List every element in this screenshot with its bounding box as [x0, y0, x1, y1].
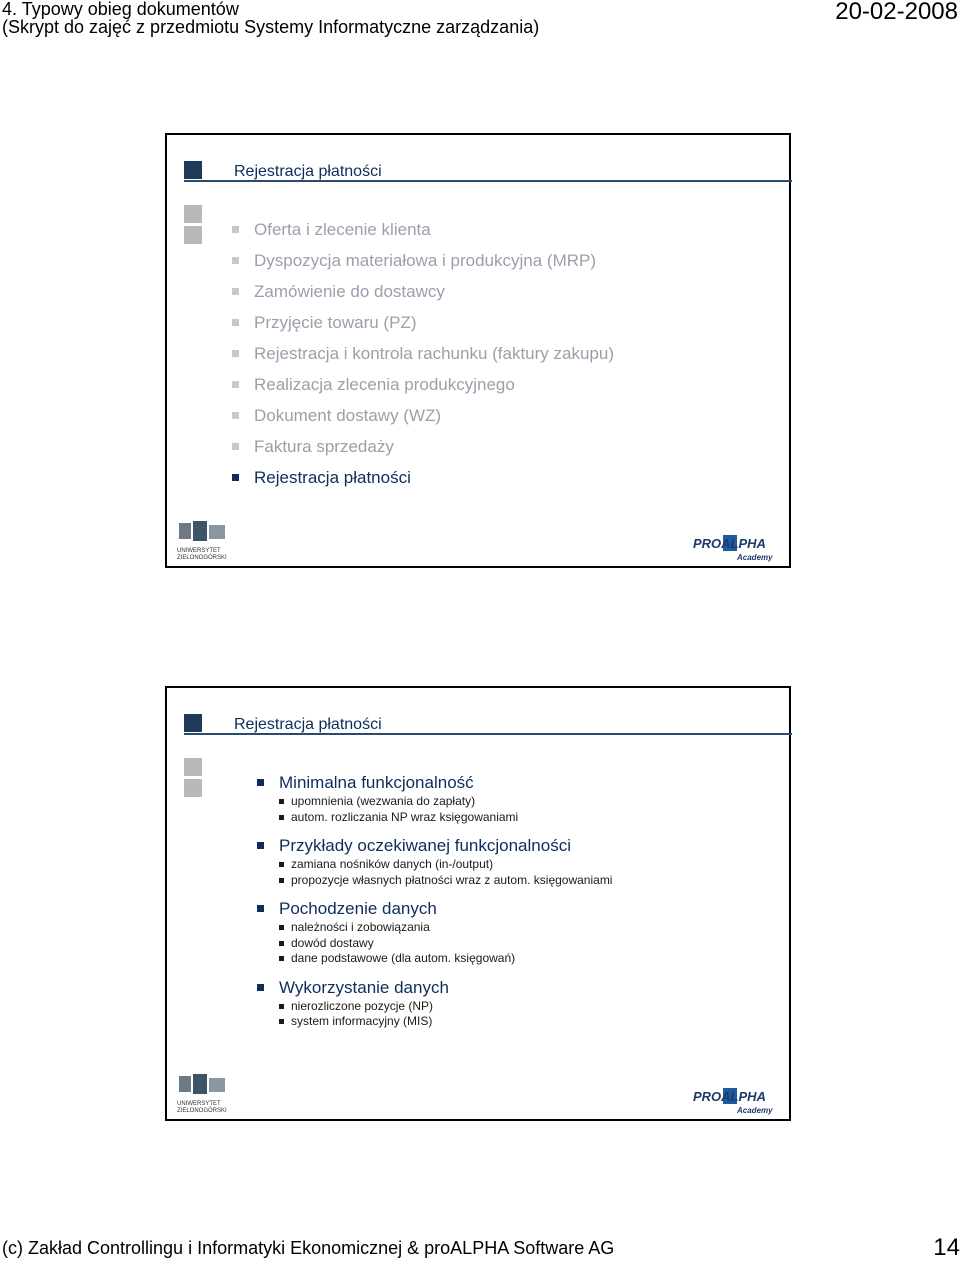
bullet-icon [257, 779, 264, 786]
decor-square-gray [184, 226, 202, 244]
page-number: 14 [933, 1234, 960, 1261]
decor-square-gray [184, 779, 202, 797]
sub-item: upomnienia (wezwania do zapłaty) [279, 794, 612, 810]
svg-text:ZIELONOGÓRSKI: ZIELONOGÓRSKI [177, 555, 227, 561]
sub-item: autom. rozliczania NP wraz księgowaniami [279, 810, 612, 826]
bullet-icon [279, 925, 284, 930]
bullet-icon [232, 226, 239, 233]
group [279, 835, 612, 888]
list-item: Dyspozycja materiałowa i produkcyjna (MRP) [254, 250, 614, 281]
sub-item: dowód dostawy [279, 936, 612, 952]
bullet-icon [232, 257, 239, 264]
group [279, 772, 612, 825]
bullet-icon [257, 842, 264, 849]
bullet-icon [232, 288, 239, 295]
bullet-icon [279, 956, 284, 961]
sub-item: nierozliczone pozycje (NP) [279, 999, 612, 1015]
document-date: 20-02-2008 [835, 0, 958, 25]
bullet-icon [257, 984, 264, 991]
sub-item: zamiana nośników danych (in-/output) [279, 857, 612, 873]
slide-2 [165, 686, 791, 1121]
bullet-icon [279, 799, 284, 804]
bullet-icon [232, 443, 239, 450]
svg-text:ZIELONOGÓRSKI: ZIELONOGÓRSKI [177, 1108, 227, 1114]
footer-copyright: (c) Zakład Controllingu i Informatyki Ekonomicznej & proALPHA Software AG [2, 1238, 615, 1258]
bullet-icon [232, 319, 239, 326]
sub-item: propozycje własnych płatności wraz z autom. księgowaniami [279, 873, 612, 889]
decor-square-dark [184, 161, 202, 179]
bullet-icon [279, 815, 284, 820]
list-item-active: Rejestracja płatności [254, 467, 614, 498]
bullet-icon [279, 1004, 284, 1009]
group-heading: Minimalna funkcjonalność [279, 772, 612, 794]
bullet-icon [232, 350, 239, 357]
group [279, 898, 612, 967]
slide-1 [165, 133, 791, 568]
bullet-icon [232, 412, 239, 419]
svg-text:Academy: Academy [737, 553, 773, 562]
bullet-icon [279, 878, 284, 883]
proalpha-academy-logo [693, 533, 777, 563]
svg-text:PROALPHA: PROALPHA [693, 536, 766, 551]
list-item: Oferta i zlecenie klienta [254, 219, 614, 250]
svg-text:Academy: Academy [737, 1106, 773, 1115]
script-subtitle: (Skrypt do zajęć z przedmiotu Systemy Informatyczne zarządzania) [2, 17, 540, 37]
sub-item: dane podstawowe (dla autom. księgowań) [279, 951, 612, 967]
sub-item: system informacyjny (MIS) [279, 1014, 612, 1030]
decor-square-gray [184, 205, 202, 223]
bullet-icon [279, 1019, 284, 1024]
group-heading: Przykłady oczekiwanej funkcjonalności [279, 835, 612, 857]
svg-text:PROALPHA: PROALPHA [693, 1089, 766, 1104]
chapter-title: 4. Typowy obieg dokumentów [2, 0, 239, 19]
proalpha-academy-logo [693, 1086, 777, 1116]
group-heading: Pochodzenie danych [279, 898, 612, 920]
slide-title: Rejestracja płatności [234, 163, 382, 180]
sub-item: należności i zobowiązania [279, 920, 612, 936]
decor-square-dark [184, 714, 202, 732]
bullet-icon [257, 905, 264, 912]
decor-square-gray [184, 758, 202, 776]
bullet-icon [232, 474, 239, 481]
list-item: Dokument dostawy (WZ) [254, 405, 614, 436]
functionality-groups [279, 772, 612, 1040]
group-heading: Wykorzystanie danych [279, 977, 612, 999]
group [279, 977, 612, 1030]
svg-text:UNIWERSYTET: UNIWERSYTET [177, 1101, 221, 1107]
slide-title: Rejestracja płatności [234, 716, 382, 733]
list-item: Zamówienie do dostawcy [254, 281, 614, 312]
bullet-icon [232, 381, 239, 388]
list-item: Realizacja zlecenia produkcyjnego [254, 374, 614, 405]
process-list [254, 219, 614, 498]
bullet-icon [279, 941, 284, 946]
list-item: Rejestracja i kontrola rachunku (faktury zakupu) [254, 343, 614, 374]
list-item: Faktura sprzedaży [254, 436, 614, 467]
svg-text:UNIWERSYTET: UNIWERSYTET [177, 548, 221, 554]
uz-university-logo [175, 519, 231, 563]
uz-university-logo [175, 1072, 231, 1116]
bullet-icon [279, 862, 284, 867]
list-item: Przyjęcie towaru (PZ) [254, 312, 614, 343]
